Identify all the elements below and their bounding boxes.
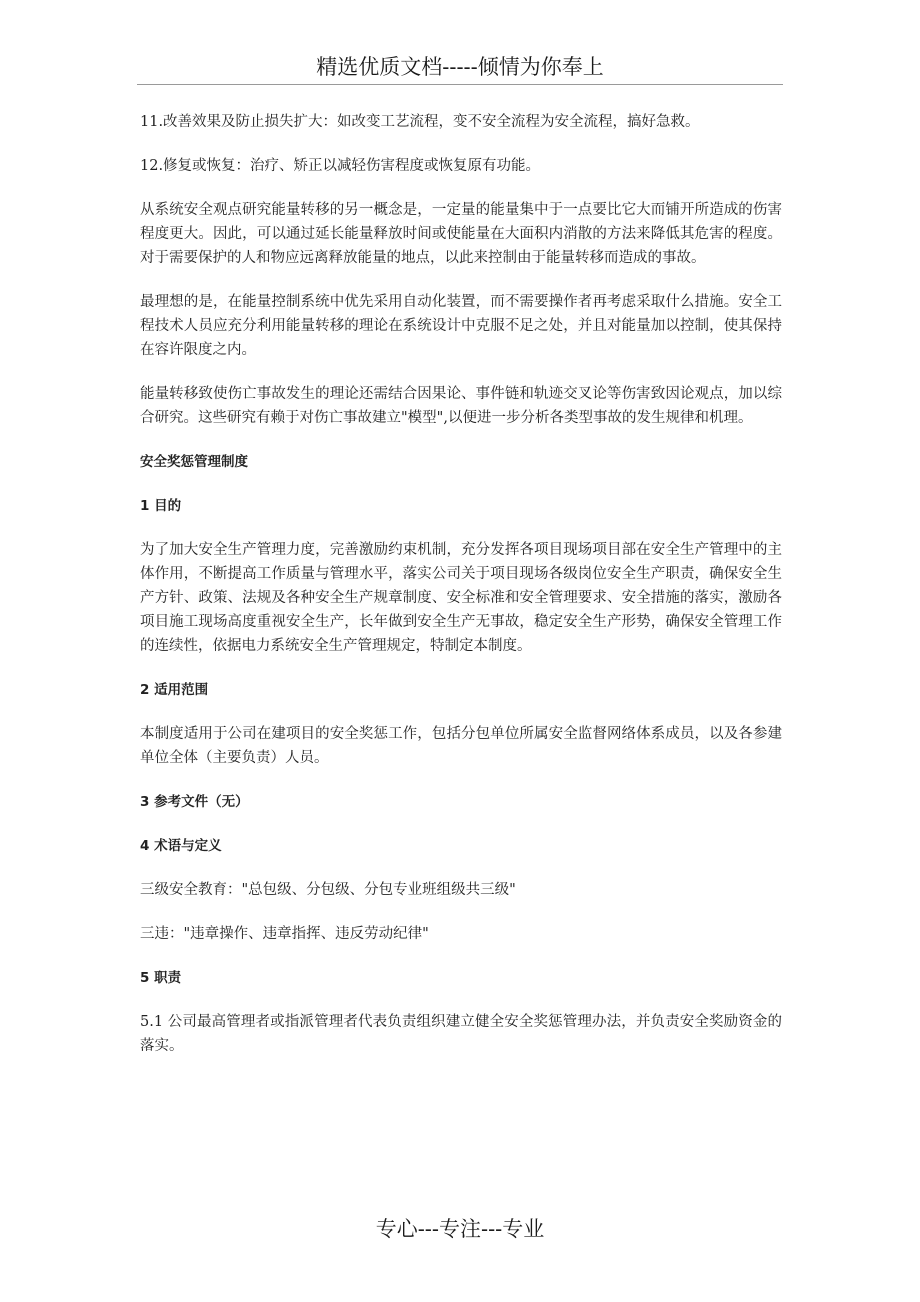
paragraph-energy-concept: 从系统安全观点研究能量转移的另一概念是，一定量的能量集中于一点要比它大而铺开所造成的伤害程度更大。因此，可以通过延长能量释放时间或使能量在大面积内消散的方法来降低其危害的程度。对于需要保护的人和物应远离释放能量的地点，以此来控制由于能量转移而造成的事故。	[140, 202, 782, 266]
document-body	[140, 110, 782, 1078]
section-heading-duties: 5 职责	[140, 970, 182, 986]
paragraph-purpose: 为了加大安全生产管理力度，完善激励约束机制，充分发挥各项目现场项目部在安全生产管理中的主体作用，不断提高工作质量与管理水平，落实公司关于项目现场各级岗位安全生产职责，确保安全生产方针、政策、法规及各种安全生产规章制度、安全标准和安全管理要求、安全措施的落实，激励各项目施工现场高度重视安全生产，长年做到安全生产无事故，稳定安全生产形势，确保安全管理工作的连续性，依据电力系统安全生产管理规定，特制定本制度。	[140, 542, 782, 654]
page-footer-text: 专心---专注---专业	[375, 1217, 545, 1241]
section-heading-references: 3 参考文件（无）	[140, 794, 249, 810]
section-heading-purpose: 1 目的	[140, 498, 182, 514]
paragraph-term-three-level: 三级安全教育："总包级、分包级、分包专业班组级共三级"	[140, 882, 516, 898]
paragraph-duty-5-1: 5.1 公司最高管理者或指派管理者代表负责组织建立健全安全奖惩管理办法，并负责安全奖励资金的落实。	[140, 1014, 782, 1054]
paragraph-item-12: 12.修复或恢复：治疗、矫正以减轻伤害程度或恢复原有功能。	[140, 158, 541, 174]
section-heading-system: 安全奖惩管理制度	[140, 454, 248, 470]
paragraph-ideal-control: 最理想的是，在能量控制系统中优先采用自动化装置，而不需要操作者再考虑采取什么措施。安全工程技术人员应充分利用能量转移的理论在系统设计中克服不足之处，并且对能量加以控制，使其保持在容许限度之内。	[140, 294, 782, 358]
paragraph-scope: 本制度适用于公司在建项目的安全奖惩工作，包括分包单位所属安全监督网络体系成员，以及各参建单位全体（主要负责）人员。	[140, 726, 782, 766]
header-divider	[137, 84, 783, 85]
section-heading-scope: 2 适用范围	[140, 682, 209, 698]
section-heading-terms: 4 术语与定义	[140, 838, 222, 854]
paragraph-term-three-violations: 三违："违章操作、违章指挥、违反劳动纪律"	[140, 926, 429, 942]
page-header-title: 精选优质文档-----倾情为你奉上	[316, 55, 604, 79]
paragraph-item-11: 11.改善效果及防止损失扩大：如改变工艺流程，变不安全流程为安全流程，搞好急救。	[140, 114, 700, 130]
paragraph-theory: 能量转移致使伤亡事故发生的理论还需结合因果论、事件链和轨迹交叉论等伤害致因论观点，加以综合研究。这些研究有赖于对伤亡事故建立"模型",以便进一步分析各类型事故的发生规律和机理。	[140, 386, 782, 426]
